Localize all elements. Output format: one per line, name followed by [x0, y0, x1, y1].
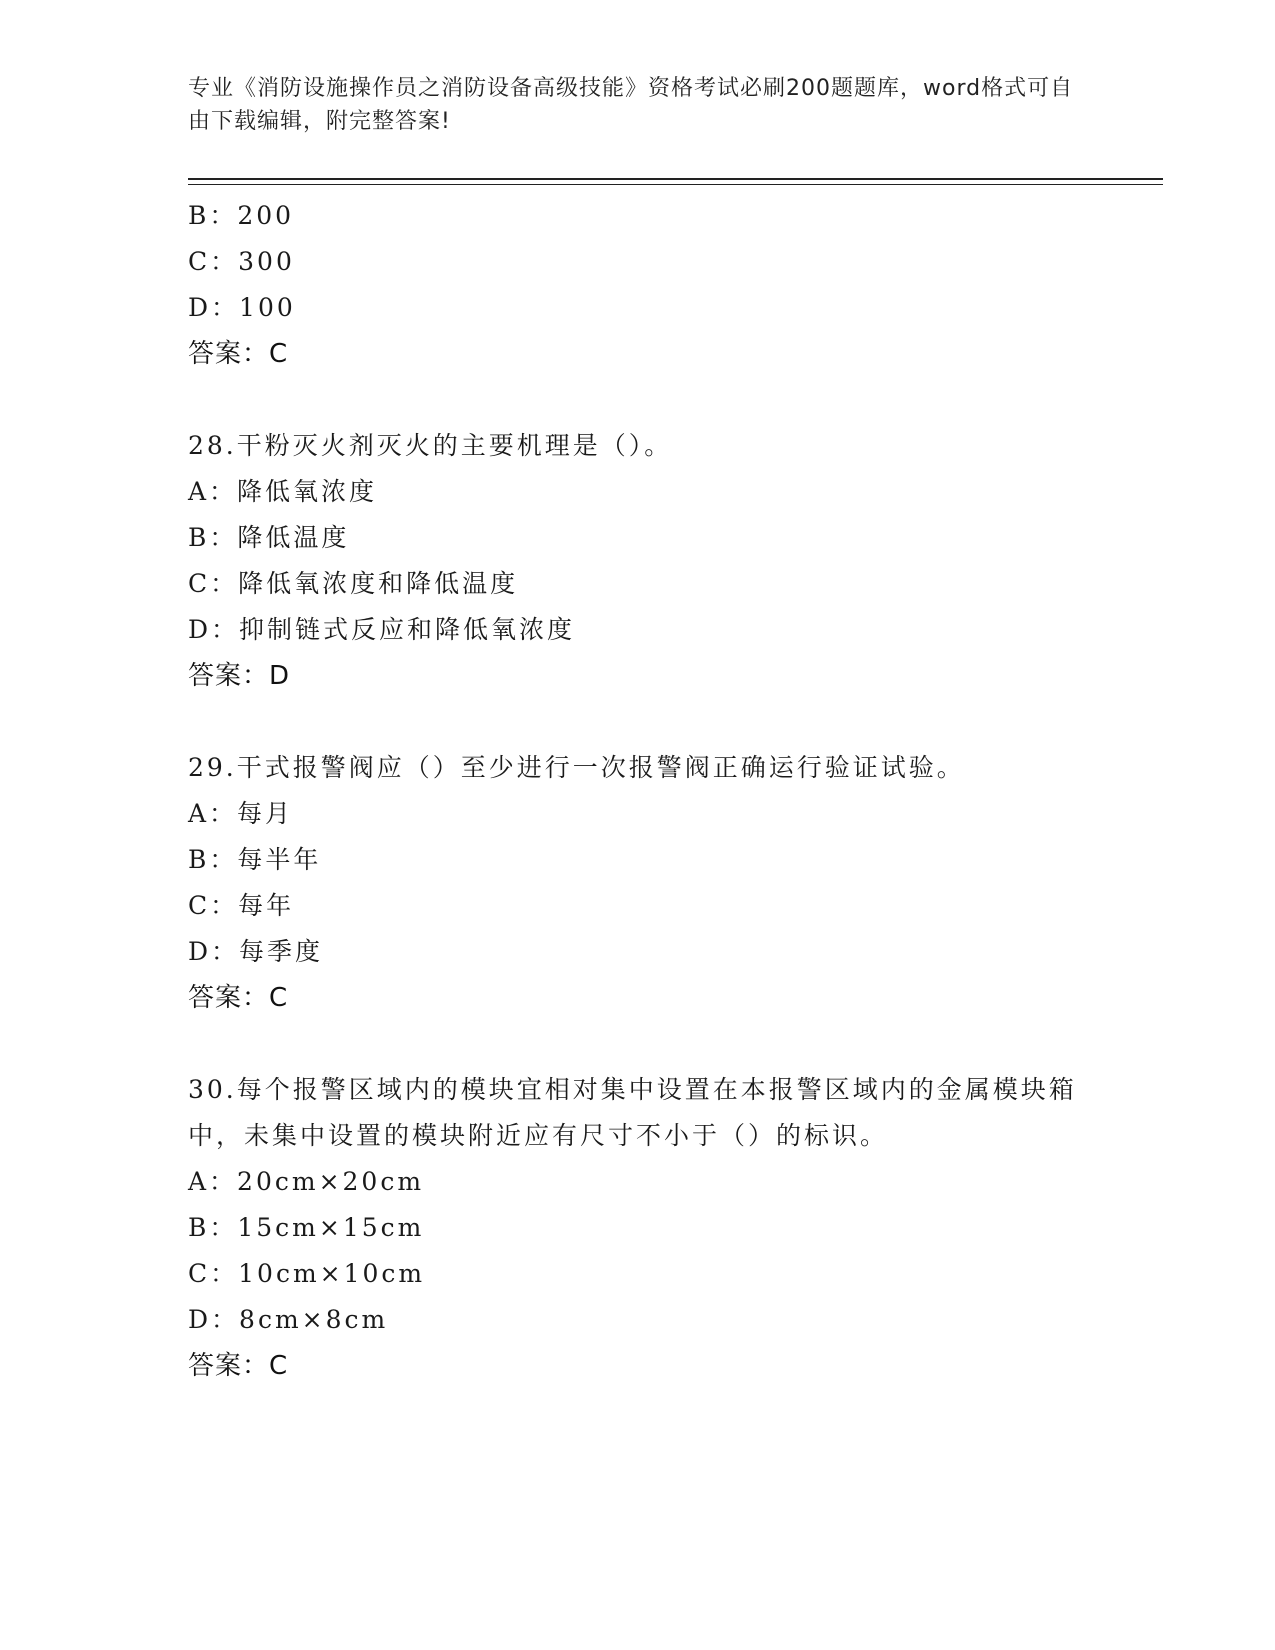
question-30 — [188, 1067, 1088, 1389]
option-b: B：200 — [188, 201, 295, 230]
option-a: A：20cm×20cm — [188, 1167, 425, 1196]
header-divider-thin — [188, 184, 1163, 185]
option-c: C：300 — [188, 247, 295, 276]
answer-line: 答案：C — [188, 339, 289, 369]
answer-line: 答案：D — [188, 661, 291, 691]
answer-line: 答案：C — [188, 983, 289, 1013]
option-d: D：抑制链式反应和降低氧浓度 — [188, 615, 576, 644]
question-stem: 28.干粉灭火剂灭火的主要机理是（）。 — [188, 431, 673, 460]
option-a: A：降低氧浓度 — [188, 477, 378, 506]
option-c: C：每年 — [188, 891, 295, 920]
option-d: D：100 — [188, 293, 296, 322]
option-d: D：每季度 — [188, 937, 324, 966]
previous-question-continuation — [188, 193, 1088, 377]
question-28 — [188, 423, 1088, 699]
option-b: B：降低温度 — [188, 523, 350, 552]
option-a: A：每月 — [188, 799, 294, 828]
document-header: 专业《消防设施操作员之消防设备高级技能》资格考试必刷200题题库，word格式可自由下载编辑，附完整答案! — [188, 76, 1074, 134]
option-b: B：每半年 — [188, 845, 322, 874]
question-29 — [188, 745, 1088, 1021]
question-stem: 30.每个报警区域内的模块宜相对集中设置在本报警区域内的金属模块箱中，未集中设置的模块附近应有尺寸不小于（）的标识。 — [188, 1075, 1077, 1150]
option-c: C：10cm×10cm — [188, 1259, 426, 1288]
answer-line: 答案：C — [188, 1351, 289, 1381]
question-list — [188, 193, 1088, 1389]
option-b: B：15cm×15cm — [188, 1213, 425, 1242]
option-c: C：降低氧浓度和降低温度 — [188, 569, 519, 598]
header-divider-thick — [188, 178, 1163, 180]
option-d: D：8cm×8cm — [188, 1305, 389, 1334]
question-stem: 29.干式报警阀应（）至少进行一次报警阀正确运行验证试验。 — [188, 753, 965, 782]
